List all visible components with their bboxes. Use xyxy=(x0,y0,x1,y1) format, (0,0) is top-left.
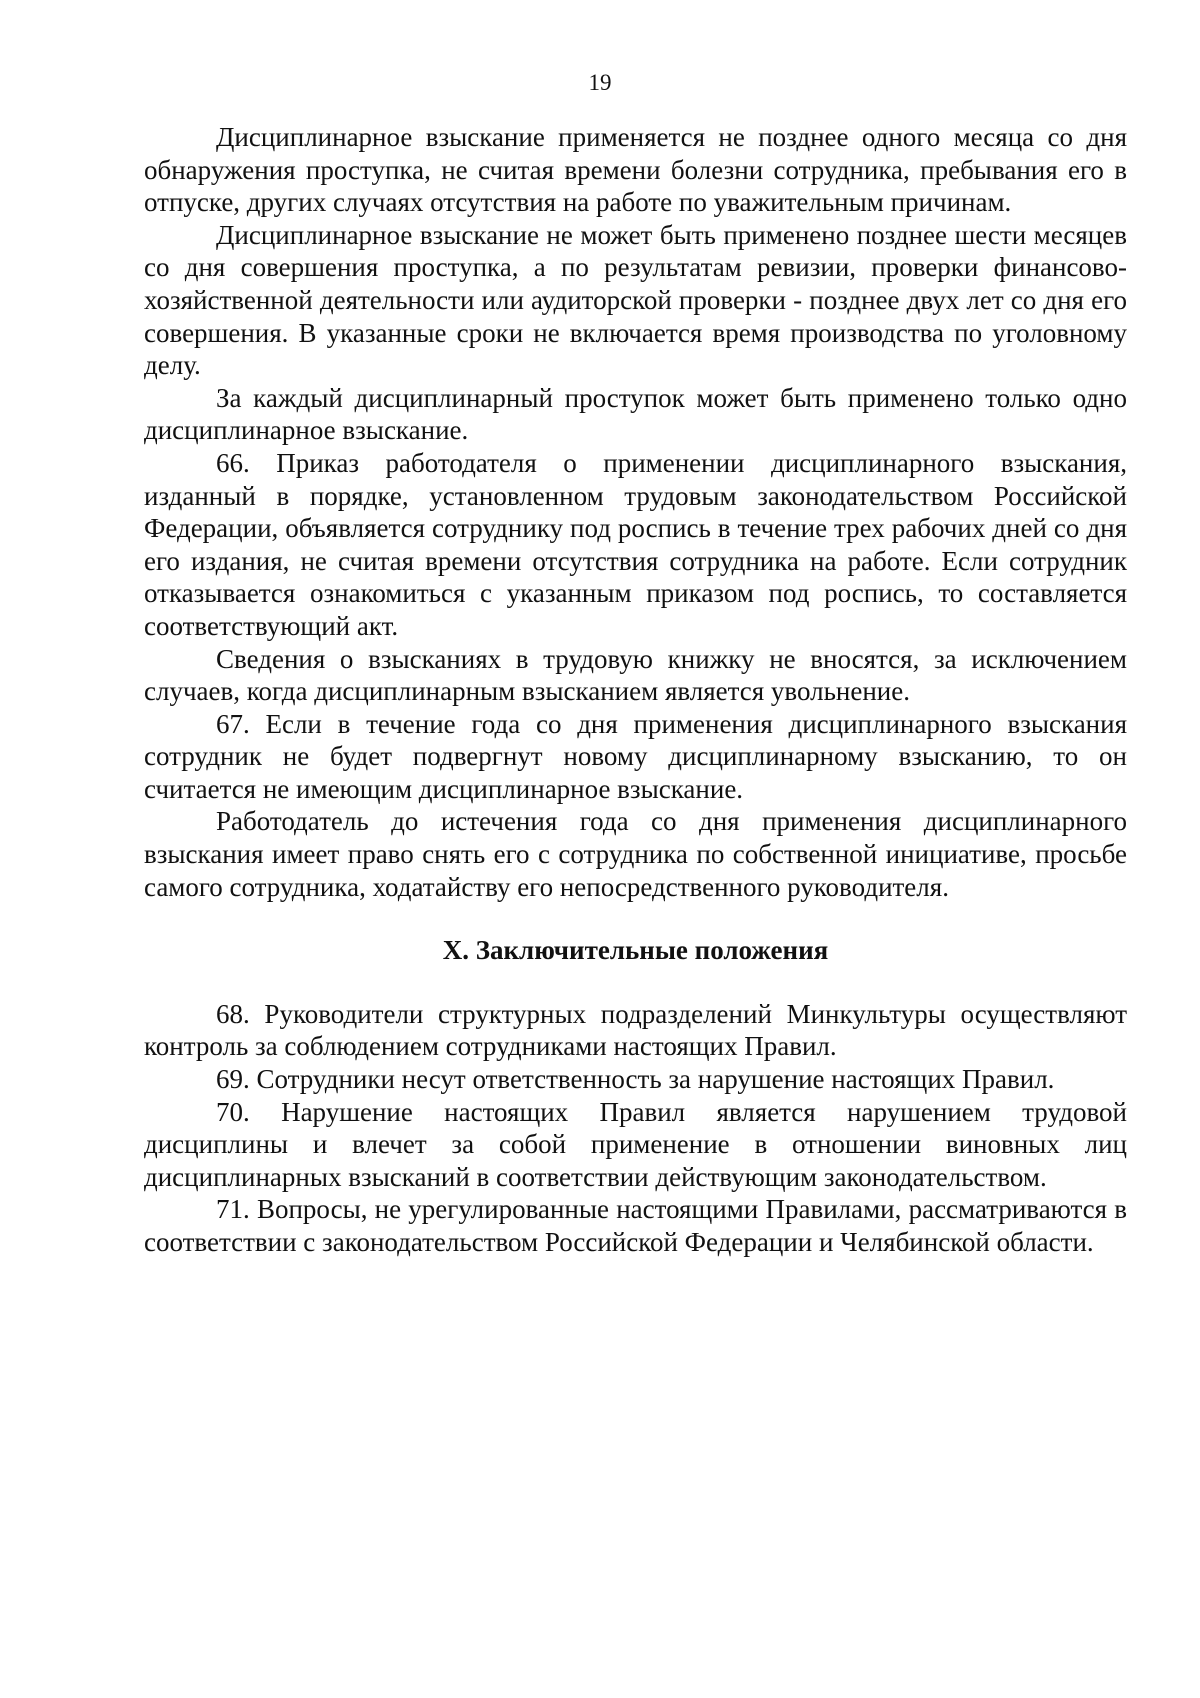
paragraph-item-67: 67. Если в течение года со дня применения дисциплинарного взыскания сотрудник не будет подвергнут новому дисциплинарному взысканию, то он считается не имеющим дисциплинарное взыскание. xyxy=(144,708,1127,804)
paragraph-item-69: 69. Сотрудники несут ответственность за нарушение настоящих Правил. xyxy=(216,1064,1055,1095)
paragraph-item-68: 68. Руководители структурных подразделений Минкультуры осуществляют контроль за соблюдением сотрудниками настоящих Правил. xyxy=(144,998,1127,1062)
paragraph-single-penalty: За каждый дисциплинарный проступок может быть применено только одно дисциплинарное взыскание. xyxy=(144,382,1127,446)
paragraph-work-book: Сведения о взысканиях в трудовую книжку не вносятся, за исключением случаев, когда дисциплинарным взысканием является увольнение. xyxy=(144,643,1127,707)
section-heading: X. Заключительные положения xyxy=(442,935,829,966)
page-number: 19 xyxy=(588,70,612,95)
paragraph-item-66: 66. Приказ работодателя о применении дисциплинарного взыскания, изданный в порядке, установленном трудовым законодательством Российской Федерации, объявляется сотруднику под роспись в течение трех рабочих дней со дня его издания, не считая времени отсутствия сотрудника на работе. Если сотрудник отказывается ознакомиться с указанным приказом под роспись, то составляется соответствующий акт. xyxy=(144,447,1127,641)
paragraph-item-70: 70. Нарушение настоящих Правил является нарушением трудовой дисциплины и влечет за собой применение в отношении виновных лиц дисциплинарных взысканий в соответствии действующим законодательством. xyxy=(144,1096,1127,1192)
paragraph-item-71: 71. Вопросы, не урегулированные настоящими Правилами, рассматриваются в соответствии с законодательством Российской Федерации и Челябинской области. xyxy=(144,1194,1127,1257)
paragraph-disciplinary-limit: Дисциплинарное взыскание не может быть применено позднее шести месяцев со дня совершения проступка, а по результатам ревизии, проверки финансово-хозяйственной деятельности или аудиторской проверки - позднее двух лет со дня его совершения. В указанные сроки не включается время производства по уголовному делу. xyxy=(144,219,1127,381)
paragraph-penalty-removal: Работодатель до истечения года со дня применения дисциплинарного взыскания имеет право снять его с сотрудника по собственной инициативе, просьбе самого сотрудника, ходатайству его непосредственного руководителя. xyxy=(144,806,1127,902)
paragraph-disciplinary-deadline: Дисциплинарное взыскание применяется не позднее одного месяца со дня обнаружения проступка, не считая времени болезни сотрудника, пребывания его в отпуске, других случаях отсутствия на работе по уважительным причинам. xyxy=(144,122,1127,218)
document-body xyxy=(144,121,1127,1259)
